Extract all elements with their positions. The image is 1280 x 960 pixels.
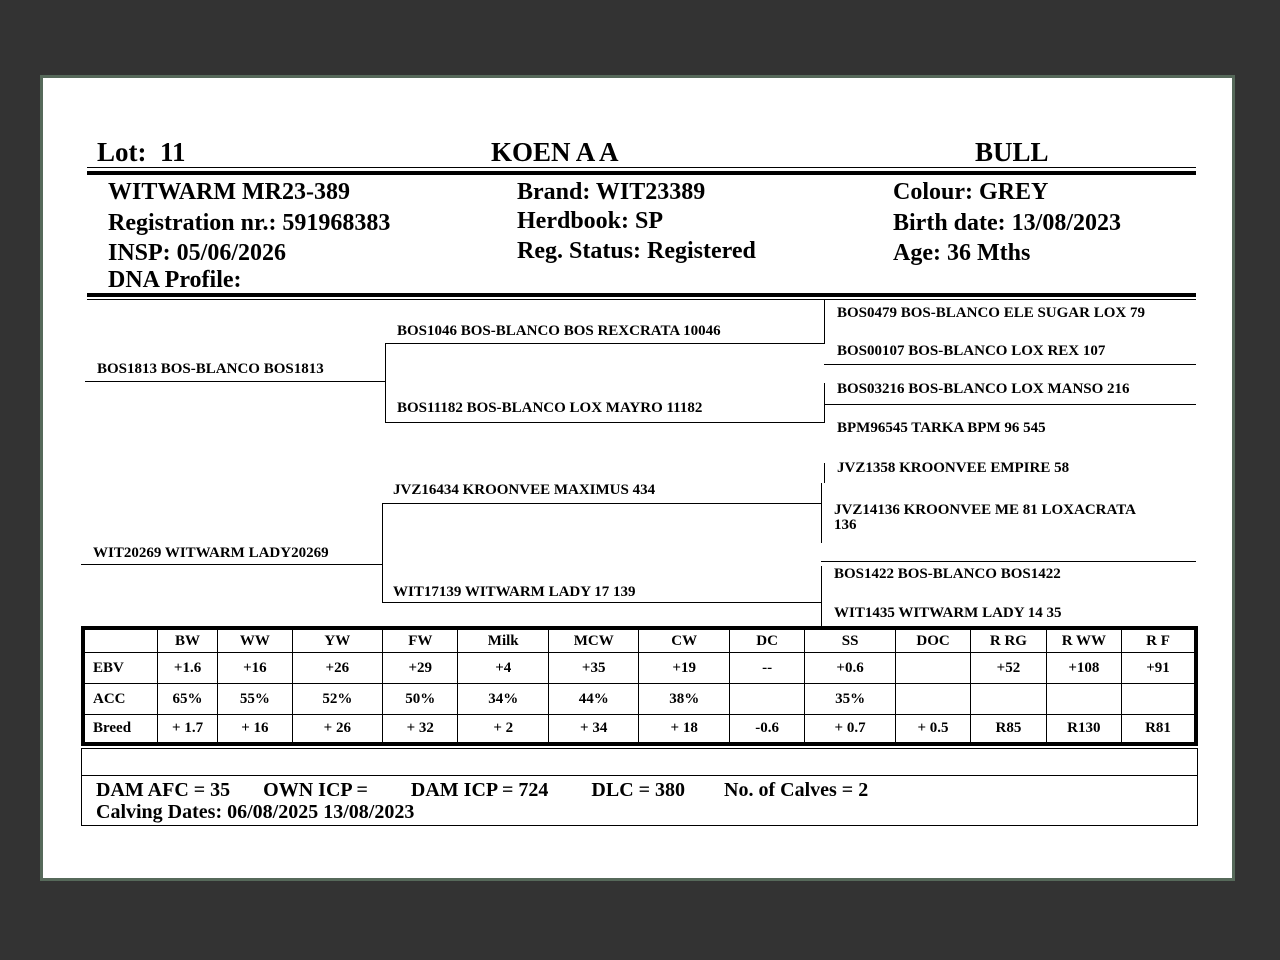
number-of-calves: No. of Calves = 2 (724, 779, 869, 801)
pedigree-dam-dam-sire: BOS1422 BOS-BLANCO BOS1422 (834, 566, 1061, 582)
dna-profile: DNA Profile: (108, 267, 242, 293)
acc-cell: 38% (639, 684, 729, 715)
info-divider-thick (87, 293, 1196, 297)
calving-dates: Calving Dates: 06/08/2025 13/08/2023 (96, 801, 415, 823)
breed-cell: + 0.7 (805, 715, 895, 745)
breed-row (83, 715, 1196, 745)
acc-cell (1046, 684, 1121, 715)
ebv-row-label: EBV (83, 653, 157, 684)
calving-summary (81, 748, 1198, 826)
ebv-header-cell (83, 628, 157, 653)
ebv-header-row (83, 628, 1196, 653)
ebv-cell: +4 (458, 653, 548, 684)
breed-cell: + 32 (383, 715, 458, 745)
animal-name: WITWARM MR23-389 (108, 179, 350, 205)
pedigree-dam-dam-dam: WIT1435 WITWARM LADY 14 35 (834, 605, 1062, 621)
acc-cell (971, 684, 1046, 715)
acc-cell: 55% (218, 684, 292, 715)
ebv-cell: +26 (292, 653, 382, 684)
own-icp: OWN ICP = (263, 779, 368, 801)
pedigree-dam-sire-sire: JVZ1358 KROONVEE EMPIRE 58 (837, 460, 1070, 476)
registration-status: Reg. Status: Registered (517, 238, 756, 264)
lot-card (40, 75, 1235, 881)
pedigree-sire-dam-sire: BOS03216 BOS-BLANCO LOX MANSO 216 (837, 381, 1130, 397)
ebv-header-cell: R WW (1046, 628, 1121, 653)
acc-cell (729, 684, 804, 715)
pedigree-dam-dam: WIT17139 WITWARM LADY 17 139 (393, 584, 636, 600)
ebv-header-cell: DOC (895, 628, 970, 653)
ebv-cell: +1.6 (157, 653, 217, 684)
owner-name: KOEN A A (491, 137, 619, 167)
pedigree-dam-sire-dam: JVZ14136 KROONVEE ME 81 LOXACRATA 136 (834, 502, 1136, 533)
ebv-header-cell: Milk (458, 628, 548, 653)
acc-cell: 52% (292, 684, 382, 715)
ebv-header-cell: R F (1122, 628, 1196, 653)
ebv-header-cell: R RG (971, 628, 1046, 653)
fertility-line (96, 779, 896, 802)
herdbook: Herdbook: SP (517, 208, 664, 234)
ebv-cell: +19 (639, 653, 729, 684)
breed-cell: -0.6 (729, 715, 804, 745)
pedigree-dam-sire: JVZ16434 KROONVEE MAXIMUS 434 (393, 482, 656, 498)
ebv-header-cell: FW (383, 628, 458, 653)
ebv-cell: +0.6 (805, 653, 895, 684)
pedigree-sire-sire-sire: BOS0479 BOS-BLANCO ELE SUGAR LOX 79 (837, 305, 1145, 321)
ebv-cell: +29 (383, 653, 458, 684)
age: Age: 36 Mths (893, 240, 1031, 266)
pedigree-dam: WIT20269 WITWARM LADY20269 (93, 545, 329, 561)
breed-cell: + 18 (639, 715, 729, 745)
breed-cell: + 26 (292, 715, 382, 745)
ebv-header-cell: DC (729, 628, 804, 653)
ebv-header-cell: SS (805, 628, 895, 653)
lot-label: Lot: 11 (97, 137, 186, 167)
ebv-cell: -- (729, 653, 804, 684)
ebv-header-cell: WW (218, 628, 292, 653)
animal-sex: BULL (975, 137, 1049, 167)
pedigree-sire-dam-dam: BPM96545 TARKA BPM 96 545 (837, 420, 1046, 436)
acc-cell: 35% (805, 684, 895, 715)
pedigree-sire: BOS1813 BOS-BLANCO BOS1813 (97, 361, 324, 377)
registration-number: Registration nr.: 591968383 (108, 210, 391, 236)
breed-cell: + 0.5 (895, 715, 970, 745)
ebv-cell (895, 653, 970, 684)
inspection-date: INSP: 05/06/2026 (108, 240, 287, 266)
info-divider-thin (87, 299, 1196, 300)
breed-cell: + 2 (458, 715, 548, 745)
header-divider-thin (87, 167, 1196, 168)
ebv-header-cell: MCW (548, 628, 638, 653)
ebv-header-cell: YW (292, 628, 382, 653)
breed-cell: R81 (1122, 715, 1196, 745)
dlc: DLC = 380 (591, 779, 686, 801)
acc-cell: 34% (458, 684, 548, 715)
acc-row-label: ACC (83, 684, 157, 715)
dam-afc: DAM AFC = 35 (96, 779, 231, 801)
header-divider-thick (87, 171, 1196, 175)
ebv-cell: +35 (548, 653, 638, 684)
ebv-cell: +16 (218, 653, 292, 684)
pedigree-sire-sire: BOS1046 BOS-BLANCO BOS REXCRATA 10046 (397, 323, 721, 339)
ebv-table (81, 626, 1198, 746)
acc-cell: 65% (157, 684, 217, 715)
ebv-row (83, 653, 1196, 684)
dam-icp: DAM ICP = 724 (410, 779, 549, 801)
pedigree-sire-dam: BOS11182 BOS-BLANCO LOX MAYRO 11182 (397, 400, 703, 416)
acc-cell (895, 684, 970, 715)
ebv-cell: +52 (971, 653, 1046, 684)
colour: Colour: GREY (893, 179, 1049, 205)
acc-cell: 44% (548, 684, 638, 715)
breed-cell: + 16 (218, 715, 292, 745)
birth-date: Birth date: 13/08/2023 (893, 210, 1121, 236)
ebv-header-cell: BW (157, 628, 217, 653)
ebv-cell: +91 (1122, 653, 1196, 684)
breed-cell: + 34 (548, 715, 638, 745)
breed-cell: R130 (1046, 715, 1121, 745)
breed-row-label: Breed (83, 715, 157, 745)
ebv-header-cell: CW (639, 628, 729, 653)
acc-cell (1122, 684, 1196, 715)
acc-row (83, 684, 1196, 715)
breed-cell: R85 (971, 715, 1046, 745)
pedigree-sire-sire-dam: BOS00107 BOS-BLANCO LOX REX 107 (837, 343, 1106, 359)
brand: Brand: WIT23389 (517, 179, 706, 205)
acc-cell: 50% (383, 684, 458, 715)
ebv-cell: +108 (1046, 653, 1121, 684)
breed-cell: + 1.7 (157, 715, 217, 745)
